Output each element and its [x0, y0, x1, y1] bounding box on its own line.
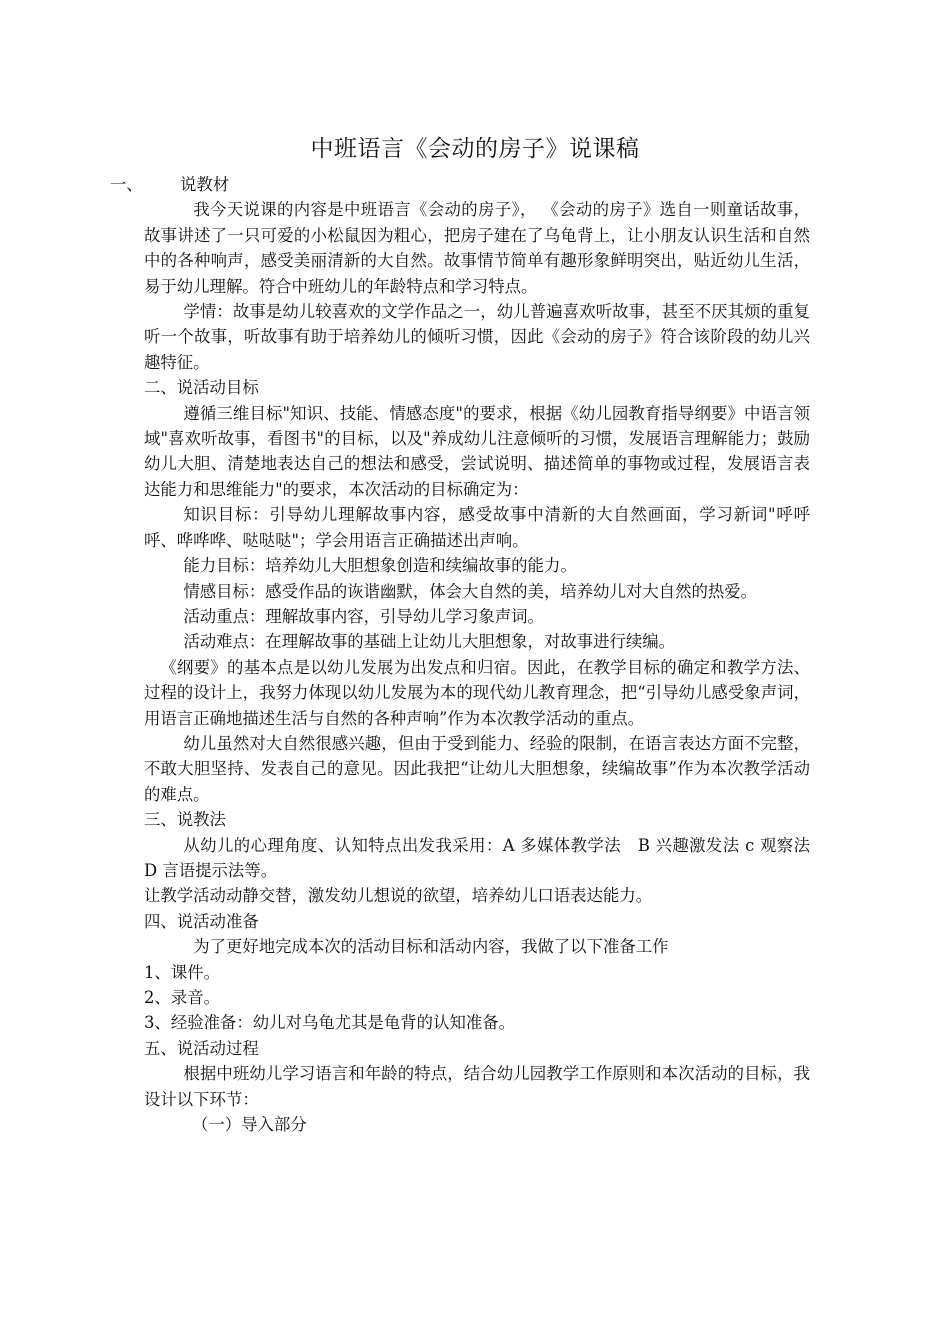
- section-title: 说教材: [180, 175, 230, 194]
- section-heading-3: 三、说教法: [144, 810, 226, 830]
- subsection-heading: （一）导入部分: [192, 1115, 307, 1135]
- section-heading-2: 二、说活动目标: [144, 378, 259, 398]
- list-item: 1、课件。: [144, 962, 220, 982]
- paragraph: 学情：故事是幼儿较喜欢的文学作品之一，幼儿普遍喜欢听故事，甚至不厌其烦的重复听一个故事，听故事有助于培养幼儿的倾听习惯，因此《会动的房子》符合该阶段的幼儿兴趣特征。: [144, 302, 810, 372]
- section-heading-4: 四、说活动准备: [144, 911, 259, 931]
- paragraph: 《纲要》的基本点是以幼儿发展为出发点和归宿。因此，在教学目标的确定和教学方法、过程的设计上，我努力体现以幼儿发展为本的现代幼儿教育理念，把“引导幼儿感受象声词，用语言正确地描述生活与自然的各种声响”作为本次教学活动的重点。: [144, 657, 810, 728]
- paragraph: 情感目标：感受作品的诙谐幽默，体会大自然的美，培养幼儿对大自然的热爱。: [183, 581, 758, 601]
- paragraph: 让教学活动动静交替，激发幼儿想说的欲望，培养幼儿口语表达能力。: [144, 886, 653, 906]
- section-heading-5: 五、说活动过程: [144, 1038, 259, 1058]
- paragraph: 为了更好地完成本次的活动目标和活动内容，我做了以下准备工作: [193, 937, 669, 957]
- section-heading-1: [110, 172, 810, 197]
- paragraph: 遵循三维目标"知识、技能、情感态度"的要求，根据《幼儿园教育指导纲要》中语言领域"喜欢听故事，看图书"的目标，以及"养成幼儿注意倾听的习惯，发展语言理解能力；鼓励幼儿大胆、清楚地表达自己的想法和感受，尝试说明、描述简单的事物或过程，发展语言表达能力和思维能力"的要求，本次活动的目标确定为：: [144, 403, 810, 499]
- paragraph: 活动重点：理解故事内容，引导幼儿学习象声词。: [183, 606, 544, 626]
- paragraph: 活动难点：在理解故事的基础上让幼儿大胆想象，对故事进行续编。: [183, 632, 676, 652]
- paragraph: 根据中班幼儿学习语言和年龄的特点，结合幼儿园教学工作原则和本次活动的目标，我设计以下环节：: [144, 1064, 810, 1109]
- paragraph: 我今天说课的内容是中班语言《会动的房子》， 《会动的房子》选自一则童话故事，故事讲述了一只可爱的小松鼠因为粗心，把房子建在了乌龟背上，让小朋友认识生活和自然中的各种响声，感受美丽清新的大自然。故事情节简单有趣形象鲜明突出，贴近幼儿生活，易于幼儿理解。符合中班幼儿的年龄特点和学习特点。: [144, 200, 810, 296]
- document-body: [110, 172, 843, 1137]
- paragraph: 幼儿虽然对大自然很感兴趣，但由于受到能力、经验的限制，在语言表达方面不完整，不敢大胆坚持、发表自己的意见。因此我把“让幼儿大胆想象，续编故事”作为本次教学活动的难点。: [144, 733, 810, 804]
- section-number: 一、: [110, 175, 143, 194]
- list-item: 2、录音。: [144, 988, 220, 1007]
- paragraph: 从幼儿的心理角度、认知特点出发我采用：A 多媒体教学法 B 兴趣激发法 c 观察法 D 言语提示法等。: [144, 835, 843, 880]
- paragraph: 知识目标：引导幼儿理解故事内容，感受故事中清新的大自然画面，学习新词"呼呼呼、哗哗哗、哒哒哒"；学会用语言正确描述出声响。: [144, 505, 810, 550]
- list-item: 3、经验准备：幼儿对乌龟尤其是龟背的认知准备。: [144, 1013, 516, 1033]
- document-title: 中班语言《会动的房子》说课稿: [310, 136, 640, 162]
- paragraph: 能力目标：培养幼儿大胆想象创造和续编故事的能力。: [183, 556, 577, 576]
